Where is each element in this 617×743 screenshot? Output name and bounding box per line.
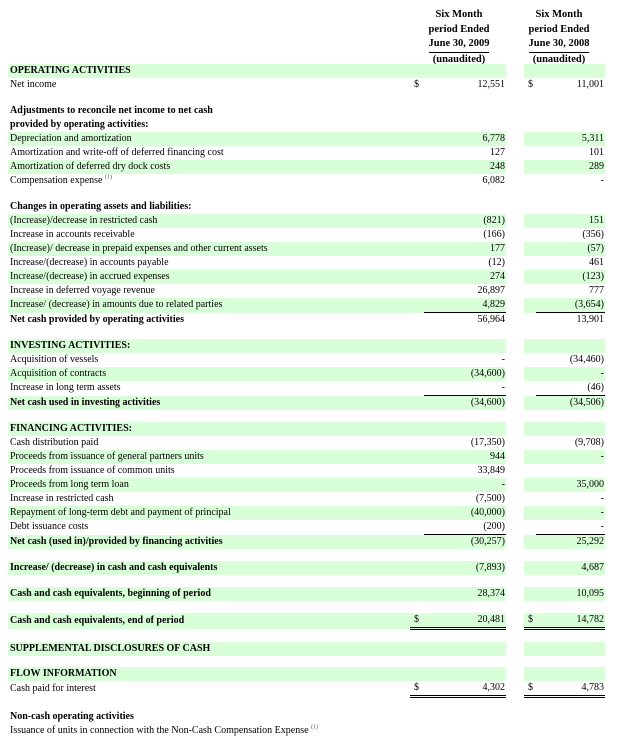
value-2009: (12) <box>488 257 505 268</box>
row-label: (Increase)/ decrease in prepaid expenses and other current assets <box>8 242 410 256</box>
table-row <box>8 104 605 118</box>
spacer-row <box>8 575 605 587</box>
currency-symbol <box>524 353 536 367</box>
spacer-row <box>8 410 605 422</box>
table-row <box>8 200 605 214</box>
row-label: Increase in accounts receivable <box>10 229 135 240</box>
table-row <box>8 174 605 188</box>
spacer-row <box>8 549 605 561</box>
row-label: Net cash (used in)/provided by financing activities <box>8 535 410 550</box>
header-line: Six Month <box>535 9 583 20</box>
row-label: Proceeds from long term loan <box>8 478 410 492</box>
currency-symbol: $ <box>410 613 424 629</box>
currency-symbol <box>410 724 424 738</box>
value-2008: 151 <box>536 214 605 228</box>
currency-symbol <box>410 561 424 575</box>
currency-symbol <box>410 339 424 353</box>
value-2009: 248 <box>424 160 506 174</box>
currency-symbol <box>524 242 536 256</box>
value-2009: 20,481 <box>424 613 506 629</box>
currency-symbol <box>524 64 536 78</box>
value-2008 <box>536 710 605 724</box>
value-2009: 6,778 <box>424 132 506 146</box>
table-row <box>8 160 605 174</box>
value-2009 <box>424 710 506 724</box>
row-label: Net cash provided by operating activities <box>10 313 184 325</box>
row-label: Changes in operating assets and liabilities: <box>10 201 192 212</box>
value-2008 <box>536 464 605 478</box>
table-row <box>8 667 605 681</box>
currency-symbol <box>524 506 536 520</box>
currency-symbol <box>524 367 536 381</box>
currency-symbol <box>410 436 424 450</box>
subtotal-row <box>8 396 605 411</box>
currency-symbol <box>524 284 536 298</box>
row-label: Cash paid for interest <box>10 682 96 694</box>
currency-symbol <box>524 174 536 188</box>
currency-symbol <box>524 587 536 601</box>
currency-symbol <box>410 200 424 214</box>
currency-symbol <box>524 520 536 535</box>
currency-symbol <box>524 724 536 738</box>
value-2009: (17,350) <box>470 437 505 448</box>
value-2009: (34,600) <box>424 396 506 411</box>
value-2008: 25,292 <box>536 535 605 550</box>
currency-symbol <box>410 160 424 174</box>
currency-symbol <box>410 587 424 601</box>
column-header-2008 <box>518 8 600 67</box>
value-2009: (7,893) <box>424 561 506 575</box>
cash-flow-table-body <box>8 64 605 738</box>
value-2008 <box>536 422 605 436</box>
value-2009: (7,500) <box>475 493 505 504</box>
table-row <box>8 78 605 92</box>
value-2008: (34,506) <box>536 396 605 411</box>
currency-symbol <box>410 228 424 242</box>
table-row <box>8 464 605 478</box>
currency-symbol <box>524 118 536 132</box>
value-2008: (57) <box>536 242 605 256</box>
value-2008: 4,783 <box>536 681 605 697</box>
header-line: June 30, 2009 <box>429 37 490 53</box>
value-2009 <box>424 667 506 681</box>
currency-symbol <box>524 298 536 313</box>
value-2008: (3,654) <box>536 298 605 313</box>
value-2008: 11,001 <box>576 79 604 90</box>
table-row <box>8 710 605 724</box>
row-label: Acquisition of contracts <box>8 367 410 381</box>
currency-symbol <box>410 667 424 681</box>
value-2009: 944 <box>424 450 506 464</box>
currency-symbol <box>524 422 536 436</box>
currency-symbol <box>410 492 424 506</box>
currency-symbol <box>410 313 424 328</box>
row-label: Depreciation and amortization <box>8 132 410 146</box>
row-label: FINANCING ACTIVITIES: <box>8 422 410 436</box>
row-label: (Increase)/decrease in restricted cash <box>8 214 410 228</box>
value-2008: - <box>536 367 605 381</box>
currency-symbol <box>524 104 536 118</box>
row-label: Adjustments to reconcile net income to net cash <box>10 105 213 116</box>
row-label: Repayment of long-term debt and payment of principal <box>8 506 410 520</box>
value-2008: - <box>600 493 604 504</box>
value-2009: 4,829 <box>424 298 506 313</box>
spacer-row <box>8 601 605 613</box>
value-2008: 13,901 <box>536 313 605 328</box>
header-line: June 30, 2008 <box>529 37 590 53</box>
currency-symbol <box>410 464 424 478</box>
row-label: SUPPLEMENTAL DISCLOSURES OF CASH <box>8 642 410 656</box>
table-row <box>8 422 605 436</box>
spacer-row <box>8 188 605 200</box>
currency-symbol <box>410 520 424 535</box>
row-label: Increase in long term assets <box>10 382 121 394</box>
subtotal-row <box>8 535 605 550</box>
value-2009: 28,374 <box>424 587 506 601</box>
currency-symbol <box>524 214 536 228</box>
value-2009: (200) <box>483 521 505 532</box>
value-2008 <box>536 104 605 118</box>
value-2008: 35,000 <box>536 478 605 492</box>
row-label: Cash and cash equivalents, beginning of period <box>8 587 410 601</box>
value-2009 <box>424 118 506 132</box>
value-2008 <box>536 118 605 132</box>
currency-symbol <box>524 132 536 146</box>
currency-symbol <box>524 339 536 353</box>
currency-symbol <box>524 270 536 284</box>
value-2008 <box>536 724 605 738</box>
row-label: FLOW INFORMATION <box>8 667 410 681</box>
currency-symbol <box>524 436 536 450</box>
currency-symbol <box>524 478 536 492</box>
value-2009: 56,964 <box>424 313 506 328</box>
currency-symbol <box>524 146 536 160</box>
row-label: Increase in restricted cash <box>10 493 114 504</box>
table-row <box>8 242 605 256</box>
value-2008: 5,311 <box>536 132 605 146</box>
currency-symbol <box>524 450 536 464</box>
value-2008 <box>536 200 605 214</box>
value-2008: 10,095 <box>536 587 605 601</box>
value-2009 <box>424 339 506 353</box>
header-line: (unaudited) <box>432 53 486 65</box>
table-row <box>8 450 605 464</box>
value-2008: 777 <box>589 285 604 296</box>
footnote-marker: (1) <box>104 174 112 181</box>
row-label: Increase/ (decrease) in cash and cash equivalents <box>8 561 410 575</box>
table-row <box>8 724 605 738</box>
value-2008: (34,460) <box>569 354 604 365</box>
currency-symbol <box>410 367 424 381</box>
value-2009: 4,302 <box>424 681 506 697</box>
row-label: OPERATING ACTIVITIES <box>8 64 410 78</box>
header-line: Six Month <box>435 9 483 20</box>
cash-flow-table <box>8 64 605 738</box>
table-row <box>8 284 605 298</box>
value-2009: (30,257) <box>424 535 506 550</box>
row-label: Increase/(decrease) in accrued expenses <box>8 270 410 284</box>
value-2009: 33,849 <box>477 465 505 476</box>
row-label: Increase/ (decrease) in amounts due to related parties <box>8 298 410 313</box>
currency-symbol <box>410 450 424 464</box>
row-label: Cash and cash equivalents, end of period <box>8 613 410 629</box>
table-row <box>8 681 605 697</box>
row-label: provided by operating activities: <box>10 119 149 130</box>
currency-symbol <box>410 535 424 550</box>
value-2009 <box>424 200 506 214</box>
value-2008: 4,687 <box>536 561 605 575</box>
currency-symbol <box>524 464 536 478</box>
currency-symbol <box>410 642 424 656</box>
currency-symbol <box>410 174 424 188</box>
currency-symbol <box>524 381 536 396</box>
table-row <box>8 298 605 313</box>
currency-symbol: $ <box>528 79 533 90</box>
value-2008: 289 <box>536 160 605 174</box>
table-row <box>8 256 605 270</box>
value-2009 <box>424 64 506 78</box>
value-2009: (40,000) <box>424 506 506 520</box>
value-2009: (34,600) <box>424 367 506 381</box>
table-row <box>8 367 605 381</box>
currency-symbol <box>410 298 424 313</box>
currency-symbol <box>410 214 424 228</box>
row-label: Acquisition of vessels <box>10 354 99 365</box>
table-row <box>8 613 605 629</box>
table-row <box>8 561 605 575</box>
currency-symbol: $ <box>524 613 536 629</box>
table-row <box>8 478 605 492</box>
spacer-row <box>8 629 605 643</box>
value-2008: 461 <box>589 257 604 268</box>
table-row <box>8 436 605 450</box>
table-row <box>8 642 605 656</box>
currency-symbol <box>410 270 424 284</box>
table-row <box>8 64 605 78</box>
currency-symbol <box>410 146 424 160</box>
header-line: period Ended <box>528 23 590 35</box>
value-2009: 26,897 <box>477 285 505 296</box>
value-2009 <box>424 724 506 738</box>
currency-symbol <box>410 710 424 724</box>
currency-symbol <box>410 422 424 436</box>
value-2009: (166) <box>483 229 505 240</box>
row-label: Net cash used in investing activities <box>8 396 410 411</box>
subtotal-row <box>8 313 605 328</box>
value-2009: - <box>424 478 506 492</box>
value-2009: - <box>501 354 505 365</box>
header-line: period Ended <box>428 23 490 35</box>
table-row <box>8 214 605 228</box>
value-2008: 14,782 <box>536 613 605 629</box>
currency-symbol <box>524 535 536 550</box>
table-row <box>8 339 605 353</box>
currency-symbol <box>410 118 424 132</box>
footnote-marker: (1) <box>311 724 319 731</box>
currency-symbol <box>410 242 424 256</box>
currency-symbol <box>410 353 424 367</box>
value-2009: 12,551 <box>477 79 505 90</box>
currency-symbol <box>410 284 424 298</box>
value-2008 <box>536 667 605 681</box>
currency-symbol <box>410 64 424 78</box>
row-label: Increase/(decrease) in accounts payable <box>10 257 169 268</box>
value-2009 <box>424 104 506 118</box>
spacer-row <box>8 92 605 104</box>
row-label: INVESTING ACTIVITIES: <box>8 339 410 353</box>
value-2008: (46) <box>587 382 604 393</box>
value-2009 <box>424 642 506 656</box>
currency-symbol <box>524 492 536 506</box>
currency-symbol <box>410 478 424 492</box>
table-row <box>8 270 605 284</box>
value-2008: - <box>600 175 604 186</box>
currency-symbol <box>410 396 424 411</box>
value-2009: 127 <box>490 147 505 158</box>
value-2008: (123) <box>536 270 605 284</box>
row-label: Proceeds from issuance of common units <box>10 465 175 476</box>
table-row <box>8 118 605 132</box>
currency-symbol <box>410 381 424 396</box>
value-2008 <box>536 64 605 78</box>
row-label: Amortization and write-off of deferred financing cost <box>10 147 224 158</box>
currency-symbol <box>524 313 536 328</box>
table-row <box>8 587 605 601</box>
currency-symbol <box>524 396 536 411</box>
value-2009: (821) <box>424 214 506 228</box>
column-header-2009 <box>418 8 500 67</box>
currency-symbol <box>410 506 424 520</box>
currency-symbol: $ <box>524 681 536 697</box>
currency-symbol <box>524 160 536 174</box>
value-2008 <box>536 642 605 656</box>
value-2008: - <box>536 506 605 520</box>
currency-symbol <box>524 710 536 724</box>
table-row <box>8 353 605 367</box>
table-row <box>8 146 605 160</box>
value-2008: (356) <box>582 229 604 240</box>
row-label: Increase in deferred voyage revenue <box>10 285 155 296</box>
row-label: Non-cash operating activities <box>10 711 134 722</box>
currency-symbol <box>524 642 536 656</box>
currency-symbol <box>410 256 424 270</box>
value-2009 <box>424 422 506 436</box>
row-label: Proceeds from issuance of general partners units <box>8 450 410 464</box>
table-row <box>8 228 605 242</box>
currency-symbol <box>524 228 536 242</box>
value-2008: - <box>600 521 604 532</box>
row-label: Cash distribution paid <box>10 437 99 448</box>
value-2008: - <box>536 450 605 464</box>
currency-symbol: $ <box>410 681 424 697</box>
value-2008 <box>536 339 605 353</box>
table-row <box>8 132 605 146</box>
currency-symbol <box>524 561 536 575</box>
currency-symbol <box>524 256 536 270</box>
spacer-row <box>8 697 605 711</box>
value-2009: 274 <box>424 270 506 284</box>
value-2008: 101 <box>589 147 604 158</box>
spacer-row <box>8 327 605 339</box>
table-row <box>8 520 605 535</box>
currency-symbol <box>410 104 424 118</box>
row-label: Amortization of deferred dry dock costs <box>8 160 410 174</box>
table-row <box>8 506 605 520</box>
table-row <box>8 381 605 396</box>
row-label: Compensation expense $^{(1)}$ <box>10 174 112 186</box>
value-2009: 177 <box>424 242 506 256</box>
currency-symbol <box>524 667 536 681</box>
value-2009: 6,082 <box>482 175 505 186</box>
currency-symbol: $ <box>414 79 419 90</box>
spacer-row <box>8 656 605 667</box>
row-label: Debt issuance costs <box>10 521 89 533</box>
header-line: (unaudited) <box>532 53 586 65</box>
row-label: Issuance of units in connection with the Non-Cash Compensation Expense $^{(1)}$ <box>10 724 319 736</box>
currency-symbol <box>410 132 424 146</box>
row-label: Net income <box>10 79 57 90</box>
table-row <box>8 492 605 506</box>
currency-symbol <box>524 200 536 214</box>
value-2008: (9,708) <box>574 437 604 448</box>
value-2009: - <box>501 382 505 393</box>
